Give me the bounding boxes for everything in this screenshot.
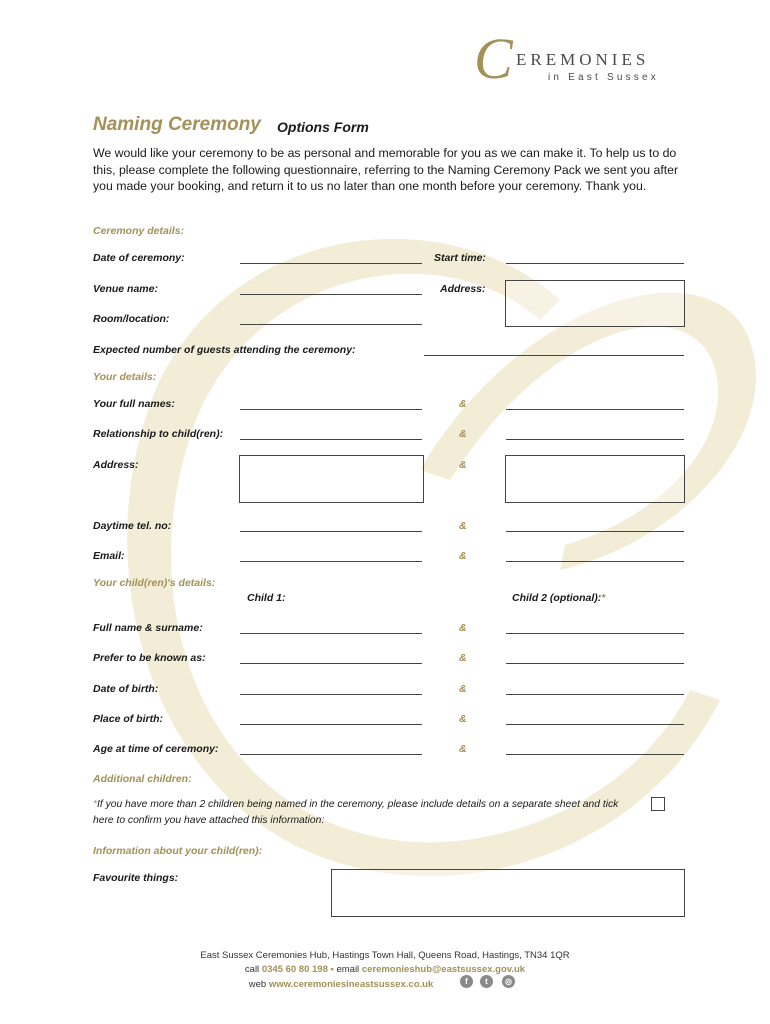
footer-web-link[interactable]: www.ceremoniesineastsussex.co.uk [268,979,434,990]
ampersand: & [459,459,467,471]
form-title-main: Naming Ceremony [93,114,261,135]
logo-subtitle: in East Sussex [548,72,659,83]
logo-word: EREMONIES [516,50,650,69]
section-children-details: Your child(ren)'s details: [93,577,216,589]
section-additional-children: Additional children: [93,773,192,785]
section-child-info: Information about your child(ren): [93,845,263,857]
child2-known-as-field[interactable] [506,663,684,664]
form-title-rest: Options Form [277,119,369,135]
child-fullname-label: Full name & surname: [93,622,203,634]
child2-dob-field[interactable] [506,694,684,695]
child1-dob-field[interactable] [240,694,422,695]
twitter-icon[interactable]: t [480,975,493,988]
full-names-label: Your full names: [93,398,175,410]
ampersand: & [459,428,467,440]
child2-pob-field[interactable] [506,724,684,725]
start-time-field[interactable] [506,263,684,264]
section-your-details: Your details: [93,371,157,383]
child1-heading: Child 1: [247,592,286,604]
date-of-ceremony-label: Date of ceremony: [93,252,185,264]
relationship-field-1[interactable] [240,439,422,440]
daytime-tel-field-1[interactable] [240,531,422,532]
facebook-icon[interactable]: f [460,975,473,988]
ampersand: & [459,683,467,695]
ampersand: & [459,398,467,410]
venue-name-label: Venue name: [93,283,158,295]
venue-address-label: Address: [440,283,486,295]
pob-label: Place of birth: [93,713,164,725]
dob-label: Date of birth: [93,683,159,695]
favourite-things-box[interactable] [331,869,685,917]
venue-address-box[interactable] [505,280,685,327]
room-location-field[interactable] [240,324,422,325]
footer-address: East Sussex Ceremonies Hub, Hastings Town Hall, Queens Road, Hastings, TN34 1QR [200,950,570,961]
additional-children-note: *If you have more than 2 children being named in the ceremony, please include details on a separate sheet and tick here to confirm you have attached this information: [93,799,619,826]
child1-fullname-field[interactable] [240,633,422,634]
ampersand: & [459,652,467,664]
your-address-box-1[interactable] [239,455,424,503]
instagram-icon[interactable]: ◎ [502,975,515,988]
child2-heading: Child 2 (optional):* [512,592,606,604]
your-address-label: Address: [93,459,139,471]
intro-paragraph: We would like your ceremony to be as personal and memorable for you as we can make it. To help us to do this, please complete the following questionnaire, referring to the Naming Ceremony Pack we sent you after you made your booking, and return it to us no later than one month before your ceremony. Thank you. [93,146,679,193]
section-ceremony-details: Ceremony details: [93,225,185,237]
footer-web: web www.ceremoniesineastsussex.co.uk [248,979,434,990]
full-names-field-1[interactable] [240,409,422,410]
guests-label: Expected number of guests attending the ceremony: [93,344,356,356]
footer-phone: 0345 60 80 198 [261,964,328,975]
child1-age-field[interactable] [240,754,422,755]
date-of-ceremony-field[interactable] [240,263,422,264]
start-time-label: Start time: [434,252,486,264]
ampersand: & [459,713,467,725]
venue-name-field[interactable] [240,294,422,295]
known-as-label: Prefer to be known as: [93,652,206,664]
child1-known-as-field[interactable] [240,663,422,664]
footer-contact: call 0345 60 80 198 • email ceremonieshub@eastsussex.gov.uk [244,964,526,975]
daytime-tel-field-2[interactable] [506,531,684,532]
email-field-1[interactable] [240,561,422,562]
age-label: Age at time of ceremony: [93,743,219,755]
email-label: Email: [93,550,125,562]
ampersand: & [459,743,467,755]
footer-email-link[interactable]: ceremonieshub@eastsussex.gov.uk [361,964,526,975]
ampersand: & [459,550,467,562]
daytime-tel-label: Daytime tel. no: [93,520,172,532]
your-address-box-2[interactable] [505,455,685,503]
email-field-2[interactable] [506,561,684,562]
room-location-label: Room/location: [93,313,170,325]
relationship-label: Relationship to child(ren): [93,428,224,440]
ampersand: & [459,622,467,634]
full-names-field-2[interactable] [506,409,684,410]
attached-info-checkbox[interactable] [651,797,665,811]
logo-initial: C [474,26,513,91]
child1-pob-field[interactable] [240,724,422,725]
relationship-field-2[interactable] [506,439,684,440]
favourite-things-label: Favourite things: [93,872,179,884]
ampersand: & [459,520,467,532]
child2-fullname-field[interactable] [506,633,684,634]
child2-age-field[interactable] [506,754,684,755]
guests-field[interactable] [424,355,684,356]
